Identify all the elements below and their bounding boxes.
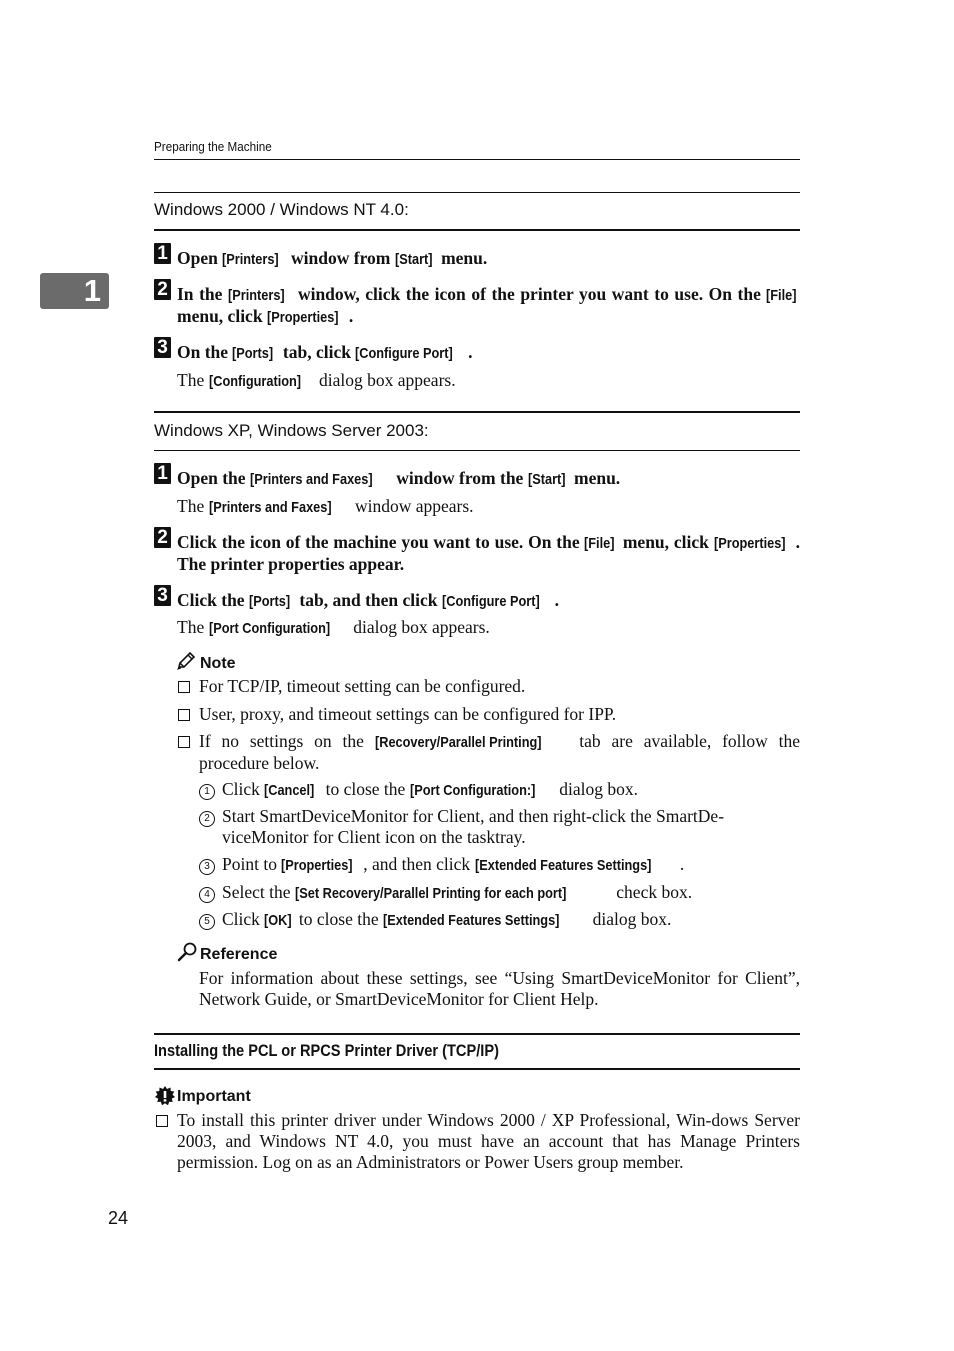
substep-number: 2 <box>199 811 215 827</box>
step-number: 2 <box>154 279 171 300</box>
section-rule-top <box>154 192 800 193</box>
step-text: On the [Ports] tab, click [Configure Port] . <box>177 342 473 362</box>
section-heading-install: Installing the PCL or RPCS Printer Driver (TCP/IP) <box>154 1041 499 1060</box>
step-text: Open [Printers] window from [Start] menu. <box>177 248 488 268</box>
step-number: 3 <box>154 585 171 606</box>
step-number: 2 <box>154 527 171 548</box>
section-rule-bottom <box>154 450 800 451</box>
section-heading-win2000: Windows 2000 / Windows NT 4.0: <box>154 200 409 219</box>
substep-number: 4 <box>199 887 215 903</box>
substep-text: Point to [Properties] , and then click [Extended Features Settings] . <box>222 854 685 874</box>
running-head: Preparing the Machine <box>154 139 272 154</box>
step-text: Click the [Ports] tab, and then click [Configure Port] . <box>177 590 559 610</box>
important-text: To install this printer driver under Windows 2000 / XP Professional, Win-dows Server 2003, and Windows NT 4.0, you must have an account that has Manage Printers permission. Log on as an Administrators or Power Users group member. <box>177 1110 800 1172</box>
section-rule-bottom <box>154 229 800 231</box>
substep-text: Select the [Set Recovery/Parallel Printing for each port] check box. <box>222 882 693 902</box>
important-icon <box>155 1086 175 1106</box>
substep-number: 5 <box>199 914 215 930</box>
checkbox-bullet <box>177 709 191 723</box>
page-number: 24 <box>108 1208 129 1228</box>
substep-text: Start SmartDeviceMonitor for Client, and then right-click the SmartDe-viceMonitor for Client icon on the tasktray. <box>222 806 725 847</box>
step-number: 3 <box>154 337 171 358</box>
checkbox-bullet <box>155 1115 169 1129</box>
header-rule <box>154 159 800 160</box>
checkbox-bullet <box>177 681 191 695</box>
note-label: Note <box>200 655 236 672</box>
important-label: Important <box>177 1088 251 1105</box>
chapter-number: 1 <box>83 273 101 308</box>
pencil-icon <box>177 652 197 670</box>
magnifier-icon <box>177 942 198 962</box>
step-result: The [Configuration] dialog box appears. <box>177 370 456 390</box>
step-result: The [Port Configuration] dialog box appears. <box>177 617 490 637</box>
step-number: 1 <box>154 243 171 264</box>
section-rule-bottom <box>154 1068 800 1070</box>
note-item: For TCP/IP, timeout setting can be configured. <box>199 676 526 696</box>
chapter-tab <box>40 273 109 309</box>
step-result: The [Printers and Faxes] window appears. <box>177 496 474 516</box>
reference-text: For information about these settings, see “Using SmartDeviceMonitor for Client”, Network Guide, or SmartDeviceMonitor for Client Help. <box>199 968 800 1009</box>
section-rule-top <box>154 1033 800 1035</box>
step-text: In the [Printers] window, click the icon of the printer you want to use. On the [File] menu, click [Properties] . <box>177 284 797 326</box>
reference-label: Reference <box>200 946 278 963</box>
section-heading-winxp: Windows XP, Windows Server 2003: <box>154 421 429 440</box>
step-number: 1 <box>154 463 171 484</box>
note-item: If no settings on the [Recovery/Parallel Printing] tab are available, follow the procedure below. <box>199 731 801 773</box>
section-rule-top <box>154 411 800 413</box>
substep-text: Click [Cancel] to close the [Port Configuration:] dialog box. <box>222 779 639 799</box>
substep-number: 3 <box>199 859 215 875</box>
substep-number: 1 <box>199 784 215 800</box>
checkbox-bullet <box>177 736 191 750</box>
note-item: User, proxy, and timeout settings can be configured for IPP. <box>199 704 617 724</box>
step-text: Open the [Printers and Faxes] window from the [Start] menu. <box>177 468 621 488</box>
substep-text: Click [OK] to close the [Extended Features Settings] dialog box. <box>222 909 672 929</box>
step-text: Click the icon of the machine you want to use. On the [File] menu, click [Properties] . The printer properties appear. <box>177 532 800 574</box>
